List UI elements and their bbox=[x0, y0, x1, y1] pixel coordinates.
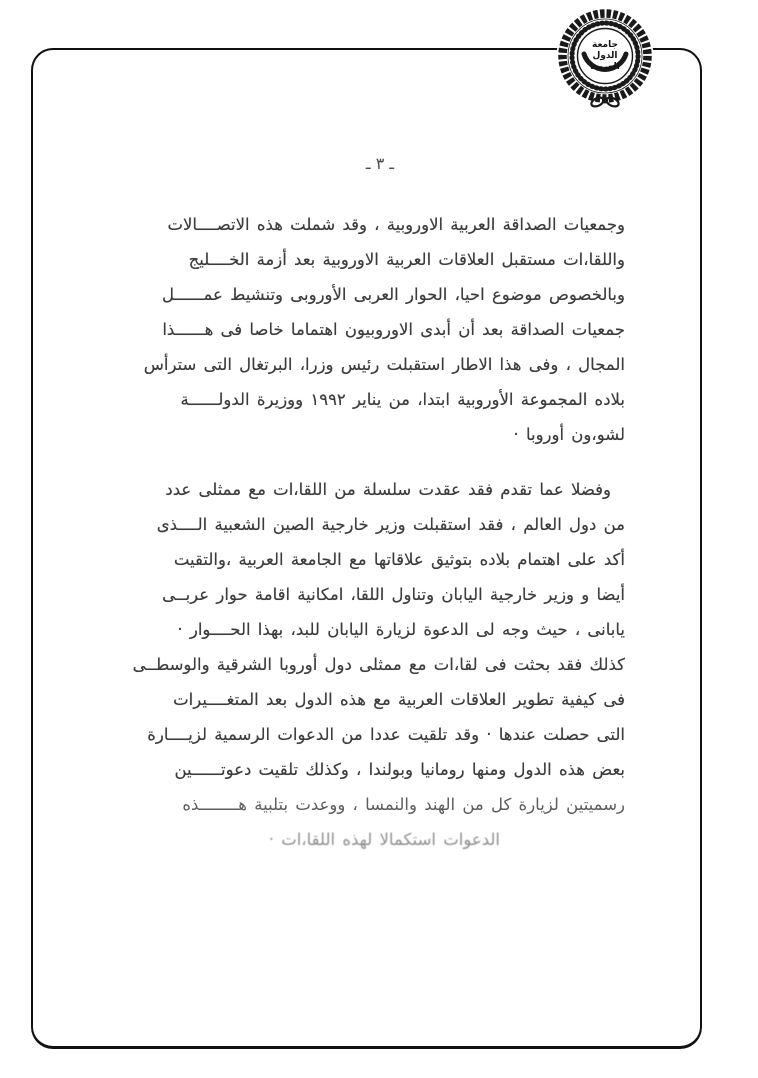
text-line: فى كيفية تطوير العلاقات العربية مع هذه الدول بعد المتغــــيرات bbox=[173, 690, 625, 709]
page-number: ـ ٣ ـ bbox=[365, 154, 395, 173]
document-body bbox=[132, 207, 625, 857]
emblem-inscription-top: جامعة bbox=[592, 40, 618, 50]
text-line: لشو،ون أوروبا · bbox=[513, 425, 625, 444]
text-line: الدعوات استكمالا لهذه اللقا،ات · bbox=[268, 830, 500, 849]
paragraph-2 bbox=[132, 472, 625, 857]
text-line: كذلك فقد بحثت فى لقا،ات مع ممثلى دول أوروبا الشرقية والوسطــى bbox=[132, 655, 625, 674]
text-line: التى حصلت عندها · وقد تلقيت عددا من الدعوات الرسمية لزيــــارة bbox=[147, 725, 625, 744]
text-line: بعض هذه الدول ومنها رومانيا وبولندا ، وكذلك تلقيت دعوتــــــين bbox=[174, 760, 625, 779]
emblem-inscription-mid: الدول bbox=[592, 51, 618, 61]
ribbon-knot bbox=[602, 98, 608, 104]
text-line: المجال ، وفى هذا الاطار استقبلت رئيس وزرا، البرتغال التى سترأس bbox=[143, 355, 625, 374]
text-line: بلاده المجموعة الأوروبية ابتدا، من يناير ١٩٩٢ ووزيرة الدولــــــة bbox=[180, 390, 625, 409]
text-line: جمعيات الصداقة بعد أن أبدى الاوروبيون اهتماما خاصا فى هــــــذا bbox=[162, 320, 625, 339]
text-line: وفضلا عما تقدم فقد عقدت سلسلة من اللقا،ات مع ممثلى عدد bbox=[165, 480, 611, 499]
text-line: من دول العالم ، فقد استقبلت وزير خارجية الصين الشعبية الــــذى bbox=[156, 515, 625, 534]
text-line: أيضا و وزير خارجية اليابان وتناول اللقا، امكانية اقامة حوار عربــى bbox=[162, 585, 625, 604]
text-line: يابانى ، حيث وجه لى الدعوة لزيارة اليابان للبد، بهذا الحــــوار · bbox=[177, 620, 625, 639]
text-line: واللقا،ات مستقبل العلاقات العربية الاوروبية بعد أزمة الخــــليج bbox=[188, 250, 625, 269]
text-line: رسميتين لزيارة كل من الهند والنمسا ، ووعدت بتلبية هــــــــذه bbox=[182, 795, 625, 814]
text-line: وبالخصوص موضوع احيا، الحوار العربى الأوروبى وتنشيط عمــــــل bbox=[161, 285, 625, 304]
emblem-inscription-bottom: العربية bbox=[590, 62, 620, 72]
text-line: وجمعيات الصداقة العربية الاوروبية ، وقد شملت هذه الاتصــــالات bbox=[167, 215, 625, 234]
text-line: أكد على اهتمام بلاده بتوثيق علاقاتها مع الجامعة العربية ،والتقيت bbox=[173, 550, 625, 569]
arab-league-emblem-logo bbox=[555, 6, 655, 111]
paragraph-1 bbox=[135, 207, 625, 452]
